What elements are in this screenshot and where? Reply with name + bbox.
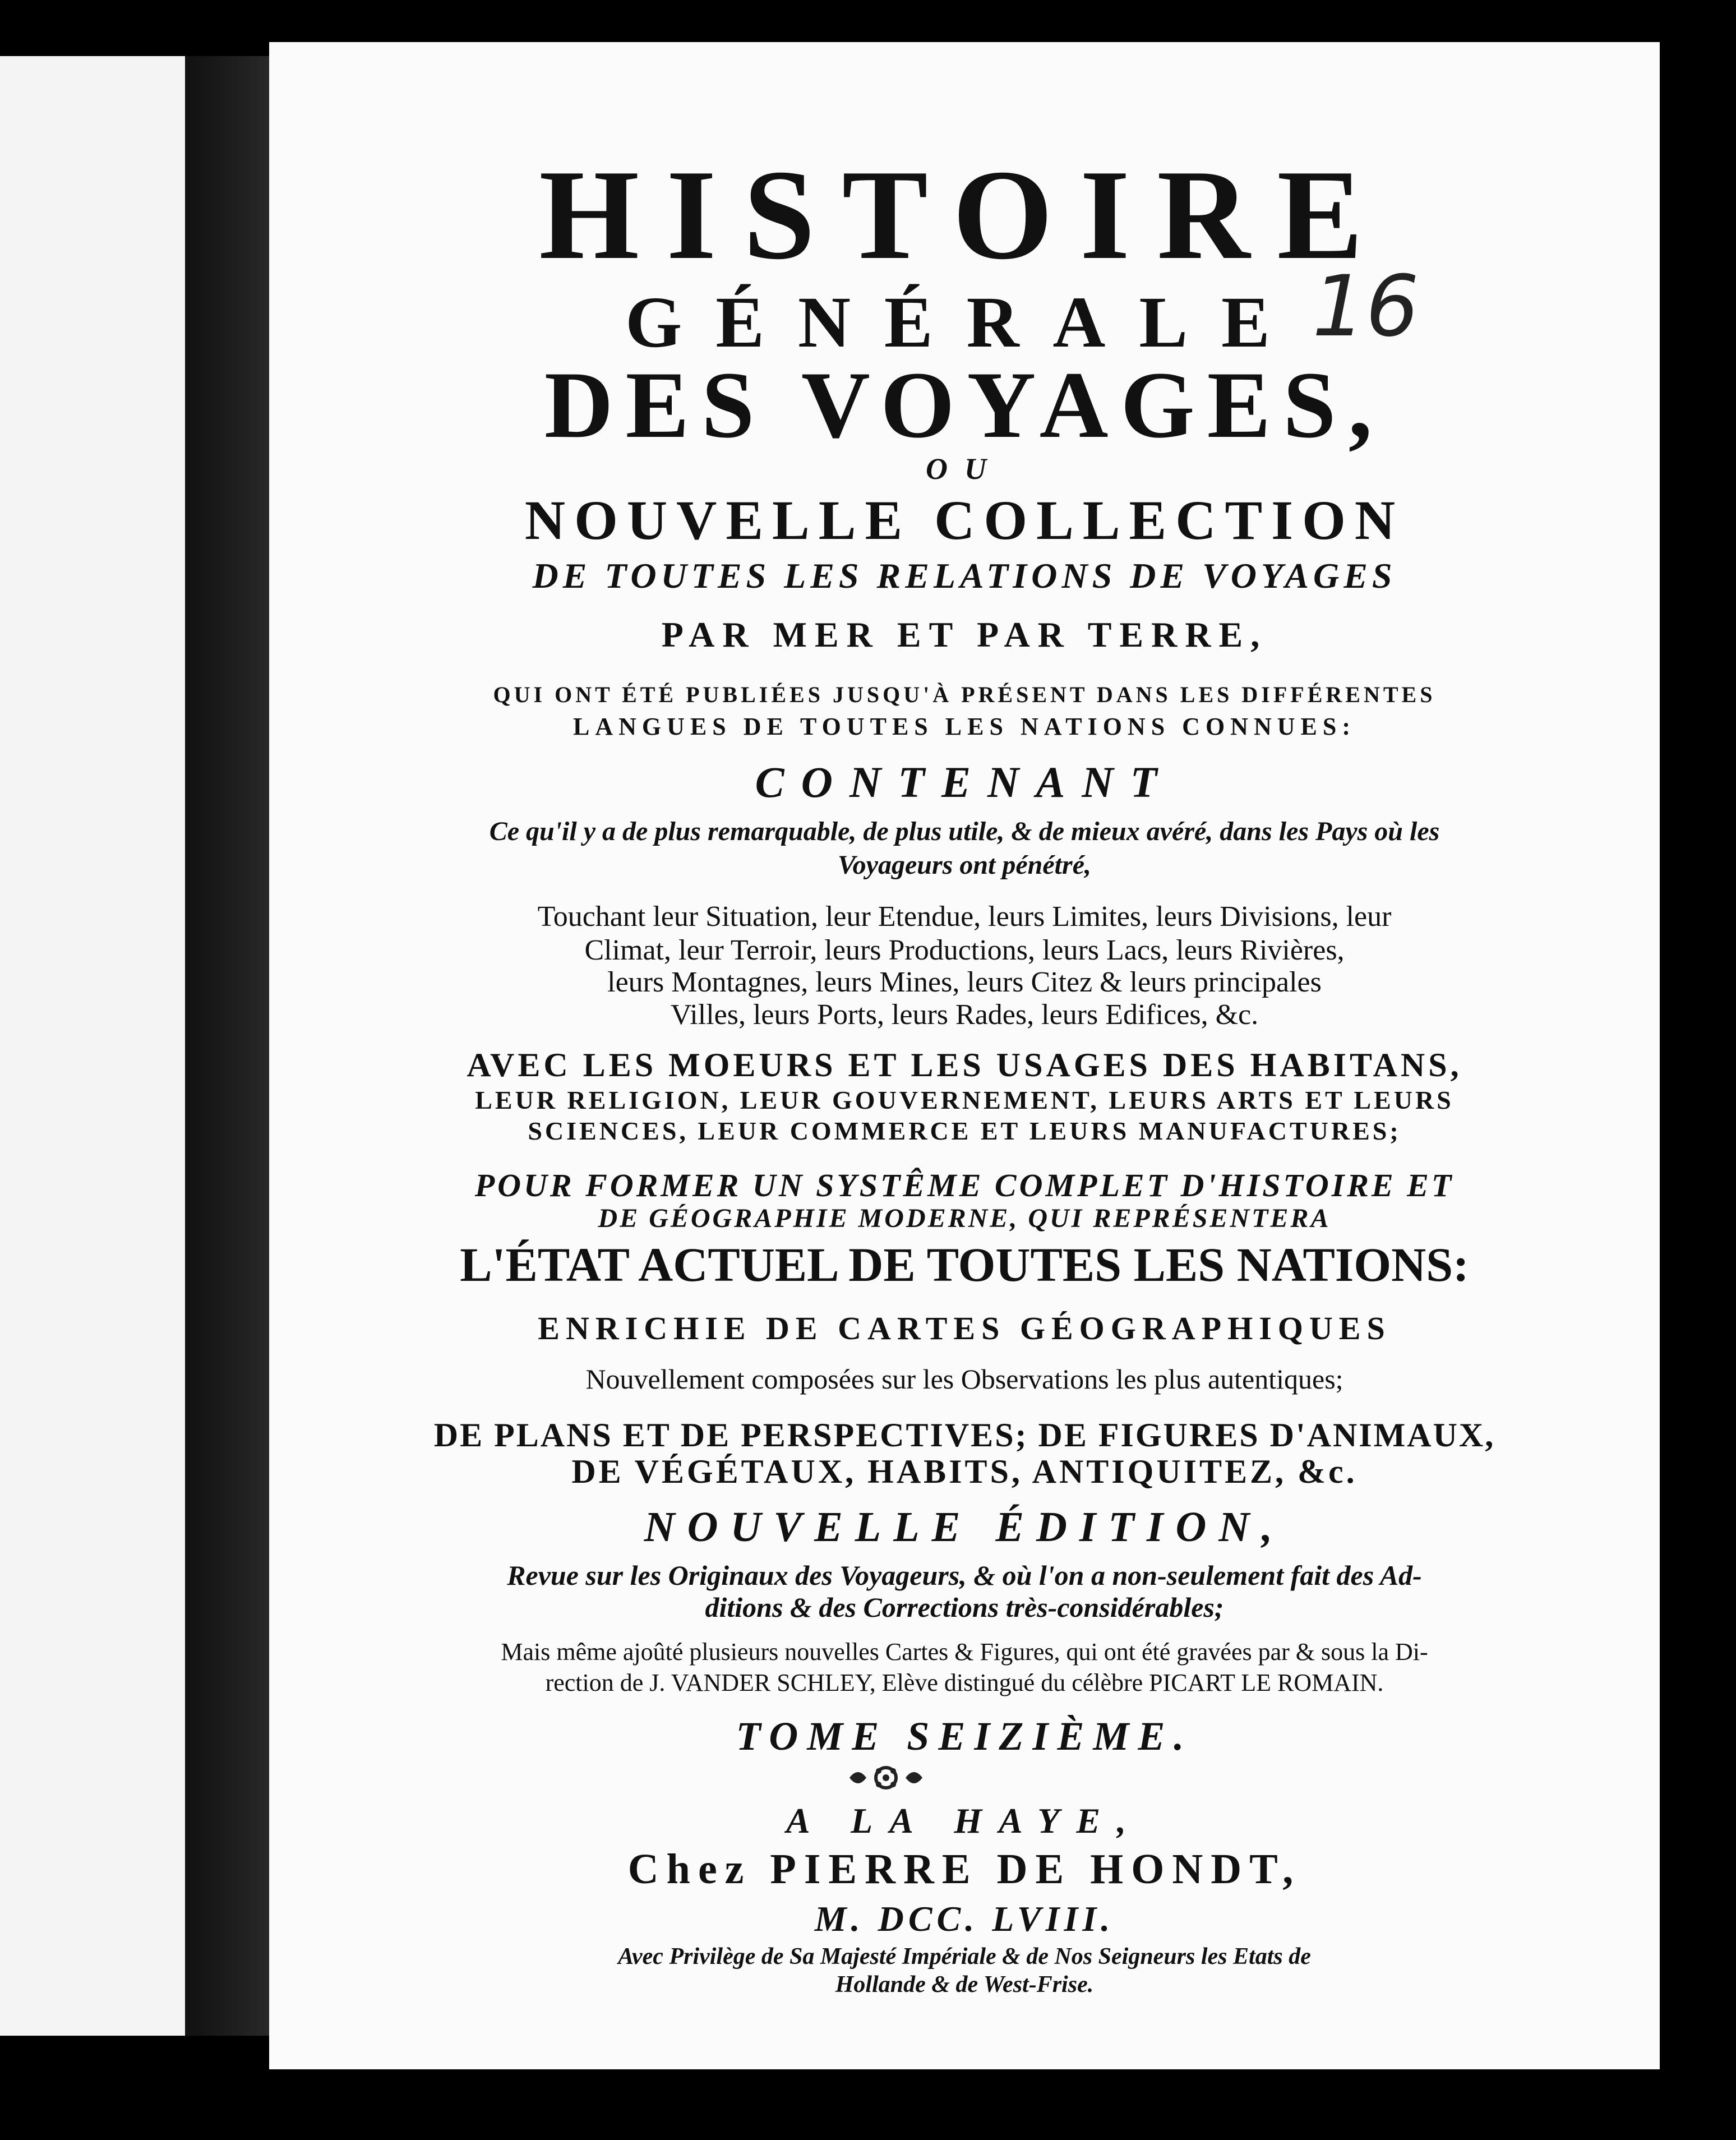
heading-contenant: CONTENANT [755,758,1174,806]
content-avec-1: AVEC LES MOEURS ET LES USAGES DES HABITANS, [467,1046,1462,1083]
content-enrichie: ENRICHIE DE CARTES GÉOGRAPHIQUES [538,1310,1391,1346]
subtitle-qui-ont: QUI ONT ÉTÉ PUBLIÉES JUSQU'À PRÉSENT DANS LES DIFFÉRENTES [493,682,1436,707]
imprint-privilege-1: Avec Privilège de Sa Majesté Impériale & de Nos Seigneurs les Etats de [618,1944,1311,1970]
content-nouvelle-edition: NOUVELLE ÉDITION, [644,1503,1285,1551]
subtitle-par-mer: PAR MER ET PAR TERRE, [661,615,1268,654]
content-pour-2: DE GÉOGRAPHIE MODERNE, QUI REPRÉSENTERA [598,1203,1331,1233]
subtitle-nouvelle-collection: NOUVELLE COLLECTION [524,489,1405,551]
content-touchant-4: Villes, leurs Ports, leurs Rades, leurs Edifices, &c. [670,999,1259,1031]
content-pour-1: POUR FORMER UN SYSTÊME COMPLET D'HISTOIRE ET [474,1167,1455,1203]
title-des-voyages: DES VOYAGES, [544,352,1385,458]
content-touchant-2: Climat, leur Terroir, leurs Productions, leurs Lacs, leurs Rivières, [584,934,1345,966]
content-revue-1: Revue sur les Originaux des Voyageurs, & où l'on a non-seulement fait des Ad- [507,1560,1422,1591]
imprint-date: M. DCC. LVIII. [814,1899,1115,1939]
content-mais-2: rection de J. VANDER SCHLEY, Elève distingué du célèbre PICART LE ROMAIN. [545,1669,1384,1696]
imprint-privilege-2: Hollande & de West-Frise. [835,1972,1094,1998]
subtitle-langues: LANGUES DE TOUTES LES NATIONS CONNUES: [573,713,1356,740]
handwritten-volume-number: 16 [1312,258,1419,356]
left-page-edge [0,56,185,2036]
volume-tome: TOME SEIZIÈME. [736,1714,1193,1759]
imprint-publisher: Chez PIERRE DE HONDT, [627,1846,1301,1893]
title-generale: GÉNÉRALE [625,282,1304,363]
imprint-place: A LA HAYE, [786,1801,1143,1841]
content-revue-2: ditions & des Corrections très-considérables; [705,1592,1224,1623]
content-touchant-1: Touchant leur Situation, leur Etendue, leurs Limites, leurs Divisions, leur [537,901,1392,933]
content-mais-1: Mais même ajoûté plusieurs nouvelles Cartes & Figures, qui ont été gravées par & sous la Di- [501,1638,1428,1666]
book-gutter [185,56,275,2036]
subtitle-ou: OU [926,452,1003,486]
title-histoire: HISTOIRE [539,143,1390,286]
subtitle-de-toutes: DE TOUTES LES RELATIONS DE VOYAGES [532,556,1397,596]
content-avec-2: LEUR RELIGION, LEUR GOUVERNEMENT, LEURS ARTS ET LEURS [475,1086,1454,1114]
content-plans-1: DE PLANS ET DE PERSPECTIVES; DE FIGURES D'ANIMAUX, [433,1417,1495,1454]
printers-ornament [844,1761,928,1795]
content-plans-2: DE VÉGÉTAUX, HABITS, ANTIQUITEZ, &c. [571,1453,1358,1490]
content-nouvellement: Nouvellement composées sur les Observations les plus autentiques; [585,1363,1343,1395]
content-etat: L'ÉTAT ACTUEL DE TOUTES LES NATIONS: [460,1238,1469,1292]
content-ce-quil-1: Ce qu'il y a de plus remarquable, de plus utile, & de mieux avéré, dans les Pays où les [489,817,1440,846]
content-avec-3: SCIENCES, LEUR COMMERCE ET LEURS MANUFACTURES; [528,1117,1401,1145]
content-ce-quil-2: Voyageurs ont pénétré, [837,850,1091,880]
content-touchant-3: leurs Montagnes, leurs Mines, leurs Citez & leurs principales [607,966,1322,998]
